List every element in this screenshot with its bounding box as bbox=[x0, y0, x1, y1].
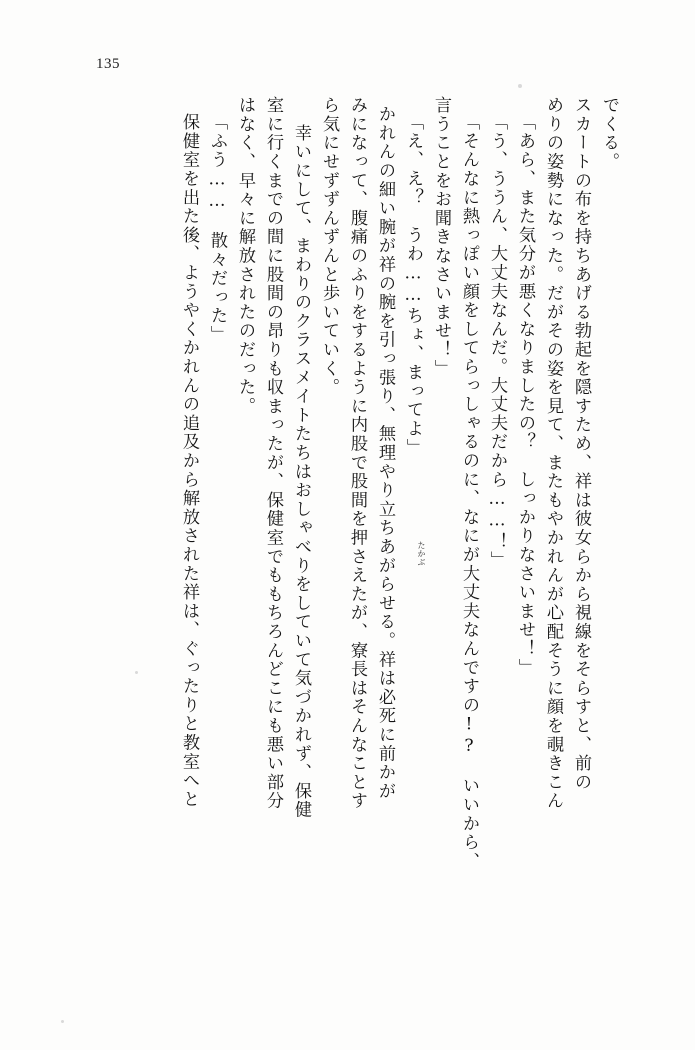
text-column: はなく、早々に解放されたのだった。 bbox=[235, 96, 255, 416]
text-column: 「あら、また気分が悪くなりましたの？ しっかりなさいませ！」 bbox=[515, 113, 535, 677]
text-column: みになって、腹痛のふりをするように内股で股間を押さえたが、寮長はそんなことす bbox=[347, 96, 367, 811]
text-column: 幸いにして、まわりのクラスメイトたちはおしゃべりをしていて気づかれず、保健 bbox=[291, 105, 311, 820]
text-column: 「そんなに熱っぽい顔をしてらっしゃるのに、なにが大丈夫なんですの!? いいから、 bbox=[459, 113, 479, 871]
text-column: 「ふう…… 散々だった」 bbox=[207, 113, 227, 345]
paper-speck bbox=[135, 671, 138, 674]
paper-speck bbox=[61, 1020, 64, 1023]
vertical-text-body bbox=[96, 96, 617, 966]
text-column: 「う、ううん、大丈夫なんだ。大丈夫だから……！」 bbox=[487, 113, 507, 570]
text-column: 「え、え？ うわ……ちょ、まってよ」 bbox=[403, 113, 423, 457]
text-column: 言うことをお聞きなさいませ！」 bbox=[431, 96, 451, 378]
text-column: スカートの布を持ちあげる勃起を隠すため、祥は彼女らから視線をそらすと、前の bbox=[571, 96, 591, 792]
text-column: ら気にせずずんずんと歩いていく。 bbox=[319, 96, 339, 397]
page-number: 135 bbox=[96, 56, 120, 72]
text-column: めりの姿勢になった。だがその姿を見て、またもやかれんが心配そうに顔を覗きこん bbox=[543, 96, 563, 811]
text-column: 保健室を出た後、ようやくかれんの追及から解放された祥は、ぐったりと教室へと bbox=[179, 113, 199, 809]
ruby-annotation: たかぶ bbox=[417, 541, 426, 567]
paper-speck bbox=[518, 84, 522, 88]
text-column: 室に行くまでの間に股間の昂りも収まったが、保健室でももちろんどこにも悪い部分 bbox=[263, 96, 283, 811]
text-column: でくる。 bbox=[599, 96, 619, 172]
text-column: かれんの細い腕が祥の腕を引っ張り、無理やり立ちあがらせる。祥は必死に前かが bbox=[375, 105, 395, 801]
